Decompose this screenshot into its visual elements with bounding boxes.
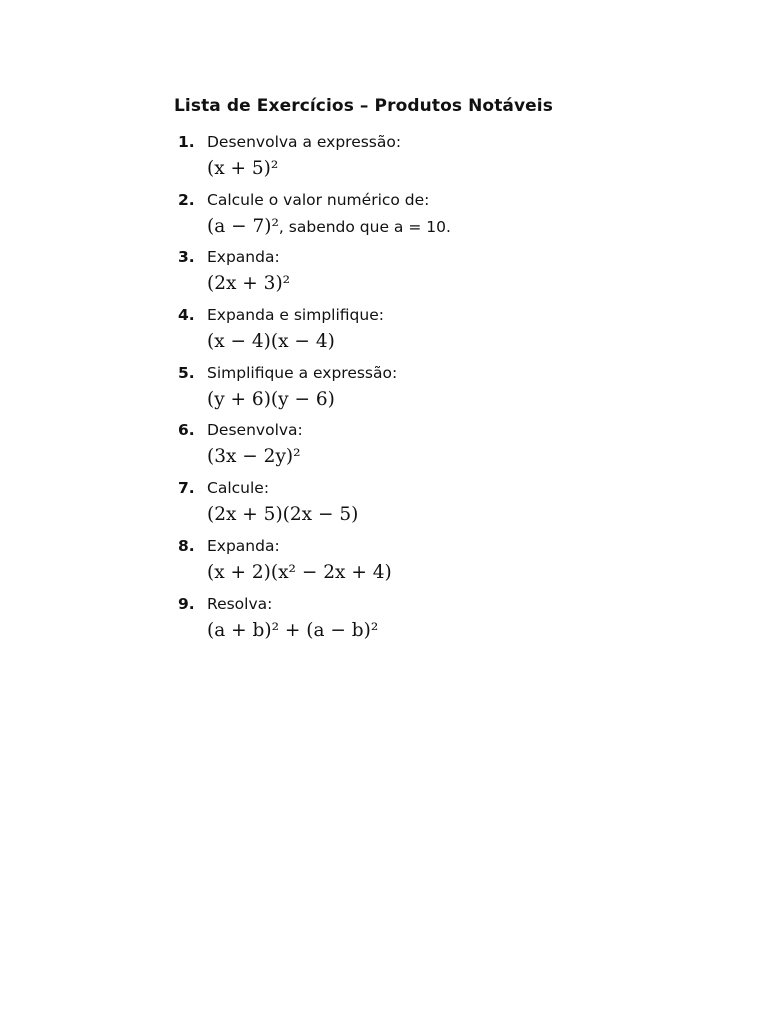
exercise-prompt: Resolva:	[207, 594, 273, 613]
exercise-item	[178, 534, 451, 592]
exercise-number: 6.	[178, 421, 195, 440]
exercise-number: 5.	[178, 363, 195, 382]
exercise-prompt: Expanda:	[207, 248, 280, 267]
exercise-item	[178, 303, 451, 361]
exercise-item	[178, 245, 451, 303]
exercise-item	[178, 188, 451, 246]
math-expression: (x − 4)(x − 4)	[207, 331, 335, 353]
exercise-number: 1.	[178, 133, 195, 151]
math-expression: (2x + 3)²	[207, 273, 291, 295]
exercise-item	[178, 418, 451, 476]
math-expression: (a − 7)²	[207, 215, 279, 237]
exercise-number: 7.	[178, 479, 195, 498]
exercise-number: 9.	[178, 594, 195, 613]
math-expression: (a + b)² + (a − b)²	[207, 619, 379, 641]
math-expression: (2x + 5)(2x − 5)	[207, 504, 359, 526]
exercise-prompt: Desenvolva:	[207, 421, 303, 440]
exercise-list	[178, 130, 451, 649]
exercise-item	[178, 592, 451, 650]
exercise-number: 4.	[178, 306, 195, 325]
exercise-prompt: Expanda:	[207, 536, 280, 555]
exercise-item	[178, 361, 451, 419]
exercise-number: 2.	[178, 190, 195, 209]
math-expression: (y + 6)(y − 6)	[207, 388, 335, 410]
expression-condition: , sabendo que a = 10.	[278, 217, 451, 236]
exercise-item	[178, 130, 451, 188]
math-expression: (x + 5)²	[207, 158, 279, 179]
document-title: Lista de Exercícios – Produtos Notáveis	[174, 96, 553, 116]
exercise-number: 3.	[178, 248, 195, 267]
math-expression: (3x − 2y)²	[207, 446, 301, 468]
exercise-prompt: Desenvolva a expressão:	[207, 133, 402, 151]
exercise-prompt: Calcule:	[207, 479, 270, 498]
math-expression: (x + 2)(x² − 2x + 4)	[207, 561, 392, 583]
exercise-prompt: Calcule o valor numérico de:	[207, 190, 430, 209]
exercise-prompt: Simplifique a expressão:	[207, 363, 398, 382]
exercise-prompt: Expanda e simplifique:	[207, 306, 384, 325]
exercise-number: 8.	[178, 536, 195, 555]
exercise-item	[178, 476, 451, 534]
